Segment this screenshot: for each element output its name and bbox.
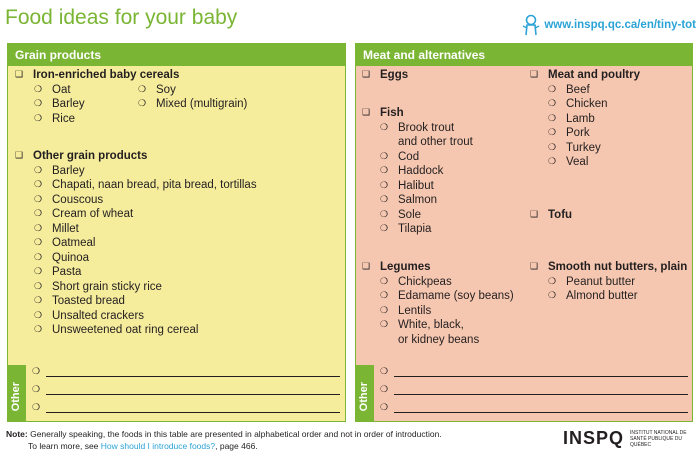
category-tofu: ❑ Tofu — [530, 209, 573, 221]
list-item: ❍ Toasted bread — [34, 295, 125, 307]
other-label: Other — [10, 381, 22, 411]
inspq-logo: INSPQ INSTITUT NATIONAL DE SANTÉ PUBLIQUE DU QUÉBEC — [562, 428, 687, 448]
category-legumes: ❑ Legumes — [362, 261, 431, 273]
list-item: ❍ Chickpeas — [380, 276, 452, 288]
list-item: ❍ Mixed (multigrain) — [138, 98, 248, 110]
list-item: ❍ Lamb — [548, 113, 595, 125]
site-url[interactable]: www.inspq.qc.ca/en/tiny-tot — [544, 19, 696, 31]
introduce-foods-link[interactable]: How should I introduce foods? — [100, 441, 216, 451]
other-label: Other — [358, 381, 370, 411]
grain-products-panel — [7, 43, 346, 422]
list-item: ❍ Short grain sticky rice — [34, 281, 162, 293]
list-item: ❍ Rice — [34, 113, 76, 125]
baby-icon — [522, 14, 540, 36]
list-item: ❍ Quinoa — [34, 252, 90, 264]
category-nut-butters: ❑ Smooth nut butters, plain — [530, 261, 688, 273]
list-item: ❍ White, black, — [380, 319, 464, 331]
list-item: ❍ Turkey — [548, 142, 601, 154]
site-link[interactable] — [522, 14, 696, 36]
list-item: ❍ Oat — [34, 84, 71, 96]
blank-line[interactable]: ❍ — [32, 366, 340, 377]
list-item: ❍ Brook trout — [380, 122, 455, 134]
list-item: ❍ Oatmeal — [34, 237, 96, 249]
list-item: ❍ Halibut — [380, 180, 434, 192]
list-item: ❍ Pasta — [34, 266, 82, 278]
list-item: ❍ Barley — [34, 165, 85, 177]
list-item: ❍ Cream of wheat — [34, 208, 134, 220]
other-band — [8, 365, 26, 421]
blank-line[interactable]: ❍ — [32, 402, 340, 413]
blank-line[interactable]: ❍ — [380, 384, 688, 395]
list-item: ❍ Sole — [380, 209, 422, 221]
page-title: Food ideas for your baby — [5, 6, 238, 29]
list-item: ❍ Peanut butter — [548, 276, 636, 288]
circle-bullet-icon: ❍ — [138, 84, 147, 94]
list-item: ❍ Unsweetened oat ring cereal — [34, 324, 199, 336]
category-iron-cereals: ❑ Iron-enriched baby cereals — [15, 69, 180, 81]
list-item: ❍ Salmon — [380, 194, 437, 206]
list-item: ❍ Tilapia — [380, 223, 432, 235]
blank-line[interactable]: ❍ — [380, 402, 688, 413]
circle-bullet-icon: ❍ — [34, 113, 43, 123]
list-item: ❍ Pork — [548, 127, 590, 139]
meat-alternatives-heading: Meat and alternatives — [356, 44, 692, 66]
list-item: ❍ Unsalted crackers — [34, 310, 145, 322]
list-item: ❍ Edamame (soy beans) — [380, 290, 514, 302]
meat-alternatives-panel — [355, 43, 693, 422]
list-item: and other trout — [398, 136, 473, 148]
list-item: ❍ Beef — [548, 84, 590, 96]
other-band — [356, 365, 374, 421]
list-item: ❍ Almond butter — [548, 290, 638, 302]
list-item: ❍ Veal — [548, 156, 589, 168]
list-item: ❍ Couscous — [34, 194, 104, 206]
list-item: or kidney beans — [398, 334, 480, 346]
list-item: ❍ Millet — [34, 223, 79, 235]
category-other-grains: ❑ Other grain products — [15, 150, 148, 162]
circle-bullet-icon: ❍ — [138, 98, 147, 108]
list-item: ❍ Soy — [138, 84, 176, 96]
checkbox-square-icon: ❑ — [15, 69, 24, 79]
list-item: ❍ Chapati, naan bread, pita bread, tortillas — [34, 179, 257, 191]
list-item: ❍ Haddock — [380, 165, 444, 177]
list-item: ❍ Barley — [34, 98, 85, 110]
checkbox-square-icon: ❑ — [15, 150, 24, 160]
category-meat-poultry: ❑ Meat and poultry — [530, 69, 641, 81]
category-eggs: ❑ Eggs — [362, 69, 409, 81]
list-item: ❍ Chicken — [548, 98, 608, 110]
circle-bullet-icon: ❍ — [34, 98, 43, 108]
list-item: ❍ Lentils — [380, 305, 432, 317]
category-fish: ❑ Fish — [362, 107, 404, 119]
blank-line[interactable]: ❍ — [380, 366, 688, 377]
blank-line[interactable]: ❍ — [32, 384, 340, 395]
list-item: ❍ Cod — [380, 151, 420, 163]
grain-products-heading: Grain products — [8, 44, 345, 66]
footer-note: Note: Generally speaking, the foods in this table are presented in alphabetical order and not in order of introduction. To learn more, see How should I introduce foods?, page 466. — [6, 429, 442, 451]
circle-bullet-icon: ❍ — [34, 84, 43, 94]
